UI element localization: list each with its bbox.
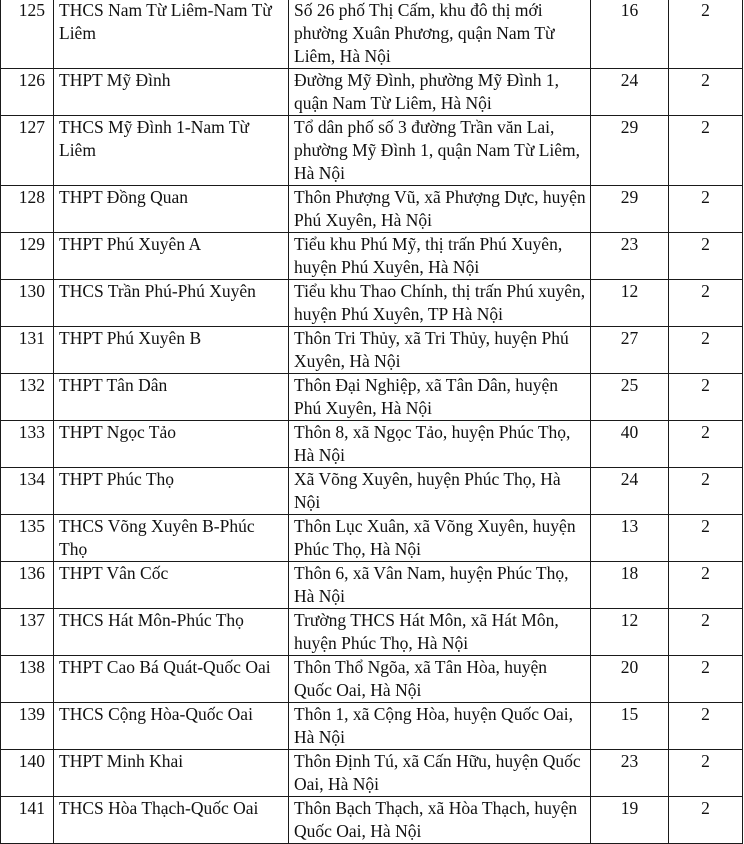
count-cell: 19 (591, 797, 669, 844)
table-row (1, 515, 743, 562)
quantity-cell: 2 (669, 0, 743, 69)
count-cell: 20 (591, 656, 669, 703)
quantity-cell: 2 (669, 656, 743, 703)
school-name-cell: THPT Phú Xuyên A (54, 233, 289, 280)
table-body (1, 0, 743, 844)
count-cell: 27 (591, 327, 669, 374)
table-row (1, 116, 743, 186)
quantity-cell: 2 (669, 609, 743, 656)
quantity-cell: 2 (669, 374, 743, 421)
row-number-cell: 136 (1, 562, 54, 609)
row-number-cell: 137 (1, 609, 54, 656)
table-row (1, 562, 743, 609)
row-number-cell: 139 (1, 703, 54, 750)
count-cell: 40 (591, 421, 669, 468)
school-name-cell: THPT Mỹ Đình (54, 69, 289, 116)
count-cell: 12 (591, 609, 669, 656)
address-cell: Đường Mỹ Đình, phường Mỹ Đình 1, quận Nam Từ Liêm, Hà Nội (289, 69, 591, 116)
table-row (1, 0, 743, 69)
count-cell: 23 (591, 233, 669, 280)
address-cell: Trường THCS Hát Môn, xã Hát Môn, huyện Phúc Thọ, Hà Nội (289, 609, 591, 656)
quantity-cell: 2 (669, 280, 743, 327)
row-number-cell: 126 (1, 69, 54, 116)
row-number-cell: 128 (1, 186, 54, 233)
row-number-cell: 141 (1, 797, 54, 844)
count-cell: 18 (591, 562, 669, 609)
school-name-cell: THPT Tân Dân (54, 374, 289, 421)
row-number-cell: 134 (1, 468, 54, 515)
address-cell: Xã Võng Xuyên, huyện Phúc Thọ, Hà Nội (289, 468, 591, 515)
table-row (1, 327, 743, 374)
row-number-cell: 129 (1, 233, 54, 280)
address-cell: Thôn Phượng Vũ, xã Phượng Dực, huyện Phú Xuyên, Hà Nội (289, 186, 591, 233)
school-name-cell: THCS Hát Môn-Phúc Thọ (54, 609, 289, 656)
school-name-cell: THPT Phúc Thọ (54, 468, 289, 515)
address-cell: Thôn Đại Nghiệp, xã Tân Dân, huyện Phú Xuyên, Hà Nội (289, 374, 591, 421)
school-name-cell: THCS Cộng Hòa-Quốc Oai (54, 703, 289, 750)
table-row (1, 468, 743, 515)
address-cell: Tiểu khu Thao Chính, thị trấn Phú xuyên, huyện Phú Xuyên, TP Hà Nội (289, 280, 591, 327)
school-name-cell: THPT Ngọc Tảo (54, 421, 289, 468)
table-row (1, 797, 743, 844)
count-cell: 24 (591, 69, 669, 116)
count-cell: 23 (591, 750, 669, 797)
count-cell: 16 (591, 0, 669, 69)
count-cell: 29 (591, 186, 669, 233)
address-cell: Số 26 phố Thị Cấm, khu đô thị mới phường Xuân Phương, quận Nam Từ Liêm, Hà Nội (289, 0, 591, 69)
quantity-cell: 2 (669, 421, 743, 468)
quantity-cell: 2 (669, 468, 743, 515)
school-name-cell: THPT Minh Khai (54, 750, 289, 797)
row-number-cell: 132 (1, 374, 54, 421)
address-cell: Thôn Định Tú, xã Cấn Hữu, huyện Quốc Oai, Hà Nội (289, 750, 591, 797)
quantity-cell: 2 (669, 327, 743, 374)
row-number-cell: 133 (1, 421, 54, 468)
address-cell: Thôn 6, xã Vân Nam, huyện Phúc Thọ, Hà Nội (289, 562, 591, 609)
school-name-cell: THPT Phú Xuyên B (54, 327, 289, 374)
count-cell: 12 (591, 280, 669, 327)
table-row (1, 233, 743, 280)
quantity-cell: 2 (669, 69, 743, 116)
address-cell: Thôn Thổ Ngõa, xã Tân Hòa, huyện Quốc Oai, Hà Nội (289, 656, 591, 703)
table-row (1, 703, 743, 750)
table-row (1, 421, 743, 468)
school-name-cell: THPT Cao Bá Quát-Quốc Oai (54, 656, 289, 703)
quantity-cell: 2 (669, 797, 743, 844)
quantity-cell: 2 (669, 515, 743, 562)
quantity-cell: 2 (669, 750, 743, 797)
school-name-cell: THPT Đồng Quan (54, 186, 289, 233)
quantity-cell: 2 (669, 116, 743, 186)
table-row (1, 609, 743, 656)
row-number-cell: 127 (1, 116, 54, 186)
school-name-cell: THCS Võng Xuyên B-Phúc Thọ (54, 515, 289, 562)
school-name-cell: THCS Mỹ Đình 1-Nam Từ Liêm (54, 116, 289, 186)
row-number-cell: 130 (1, 280, 54, 327)
table-row (1, 656, 743, 703)
school-name-cell: THCS Nam Từ Liêm-Nam Từ Liêm (54, 0, 289, 69)
address-cell: Thôn 1, xã Cộng Hòa, huyện Quốc Oai, Hà Nội (289, 703, 591, 750)
school-name-cell: THPT Vân Cốc (54, 562, 289, 609)
address-cell: Tổ dân phố số 3 đường Trần văn Lai, phường Mỹ Đình 1, quận Nam Từ Liêm, Hà Nội (289, 116, 591, 186)
table-row (1, 750, 743, 797)
table-row (1, 374, 743, 421)
table-row (1, 280, 743, 327)
count-cell: 24 (591, 468, 669, 515)
address-cell: Thôn Tri Thủy, xã Tri Thủy, huyện Phú Xuyên, Hà Nội (289, 327, 591, 374)
quantity-cell: 2 (669, 703, 743, 750)
count-cell: 29 (591, 116, 669, 186)
row-number-cell: 135 (1, 515, 54, 562)
address-cell: Thôn Lục Xuân, xã Võng Xuyên, huyện Phúc Thọ, Hà Nội (289, 515, 591, 562)
table-row (1, 69, 743, 116)
school-name-cell: THCS Hòa Thạch-Quốc Oai (54, 797, 289, 844)
count-cell: 13 (591, 515, 669, 562)
row-number-cell: 125 (1, 0, 54, 69)
address-cell: Thôn Bạch Thạch, xã Hòa Thạch, huyện Quốc Oai, Hà Nội (289, 797, 591, 844)
row-number-cell: 140 (1, 750, 54, 797)
count-cell: 15 (591, 703, 669, 750)
school-name-cell: THCS Trần Phú-Phú Xuyên (54, 280, 289, 327)
quantity-cell: 2 (669, 562, 743, 609)
quantity-cell: 2 (669, 233, 743, 280)
quantity-cell: 2 (669, 186, 743, 233)
address-cell: Thôn 8, xã Ngọc Tảo, huyện Phúc Thọ, Hà Nội (289, 421, 591, 468)
row-number-cell: 131 (1, 327, 54, 374)
address-cell: Tiểu khu Phú Mỹ, thị trấn Phú Xuyên, huyện Phú Xuyên, Hà Nội (289, 233, 591, 280)
count-cell: 25 (591, 374, 669, 421)
row-number-cell: 138 (1, 656, 54, 703)
table-row (1, 186, 743, 233)
